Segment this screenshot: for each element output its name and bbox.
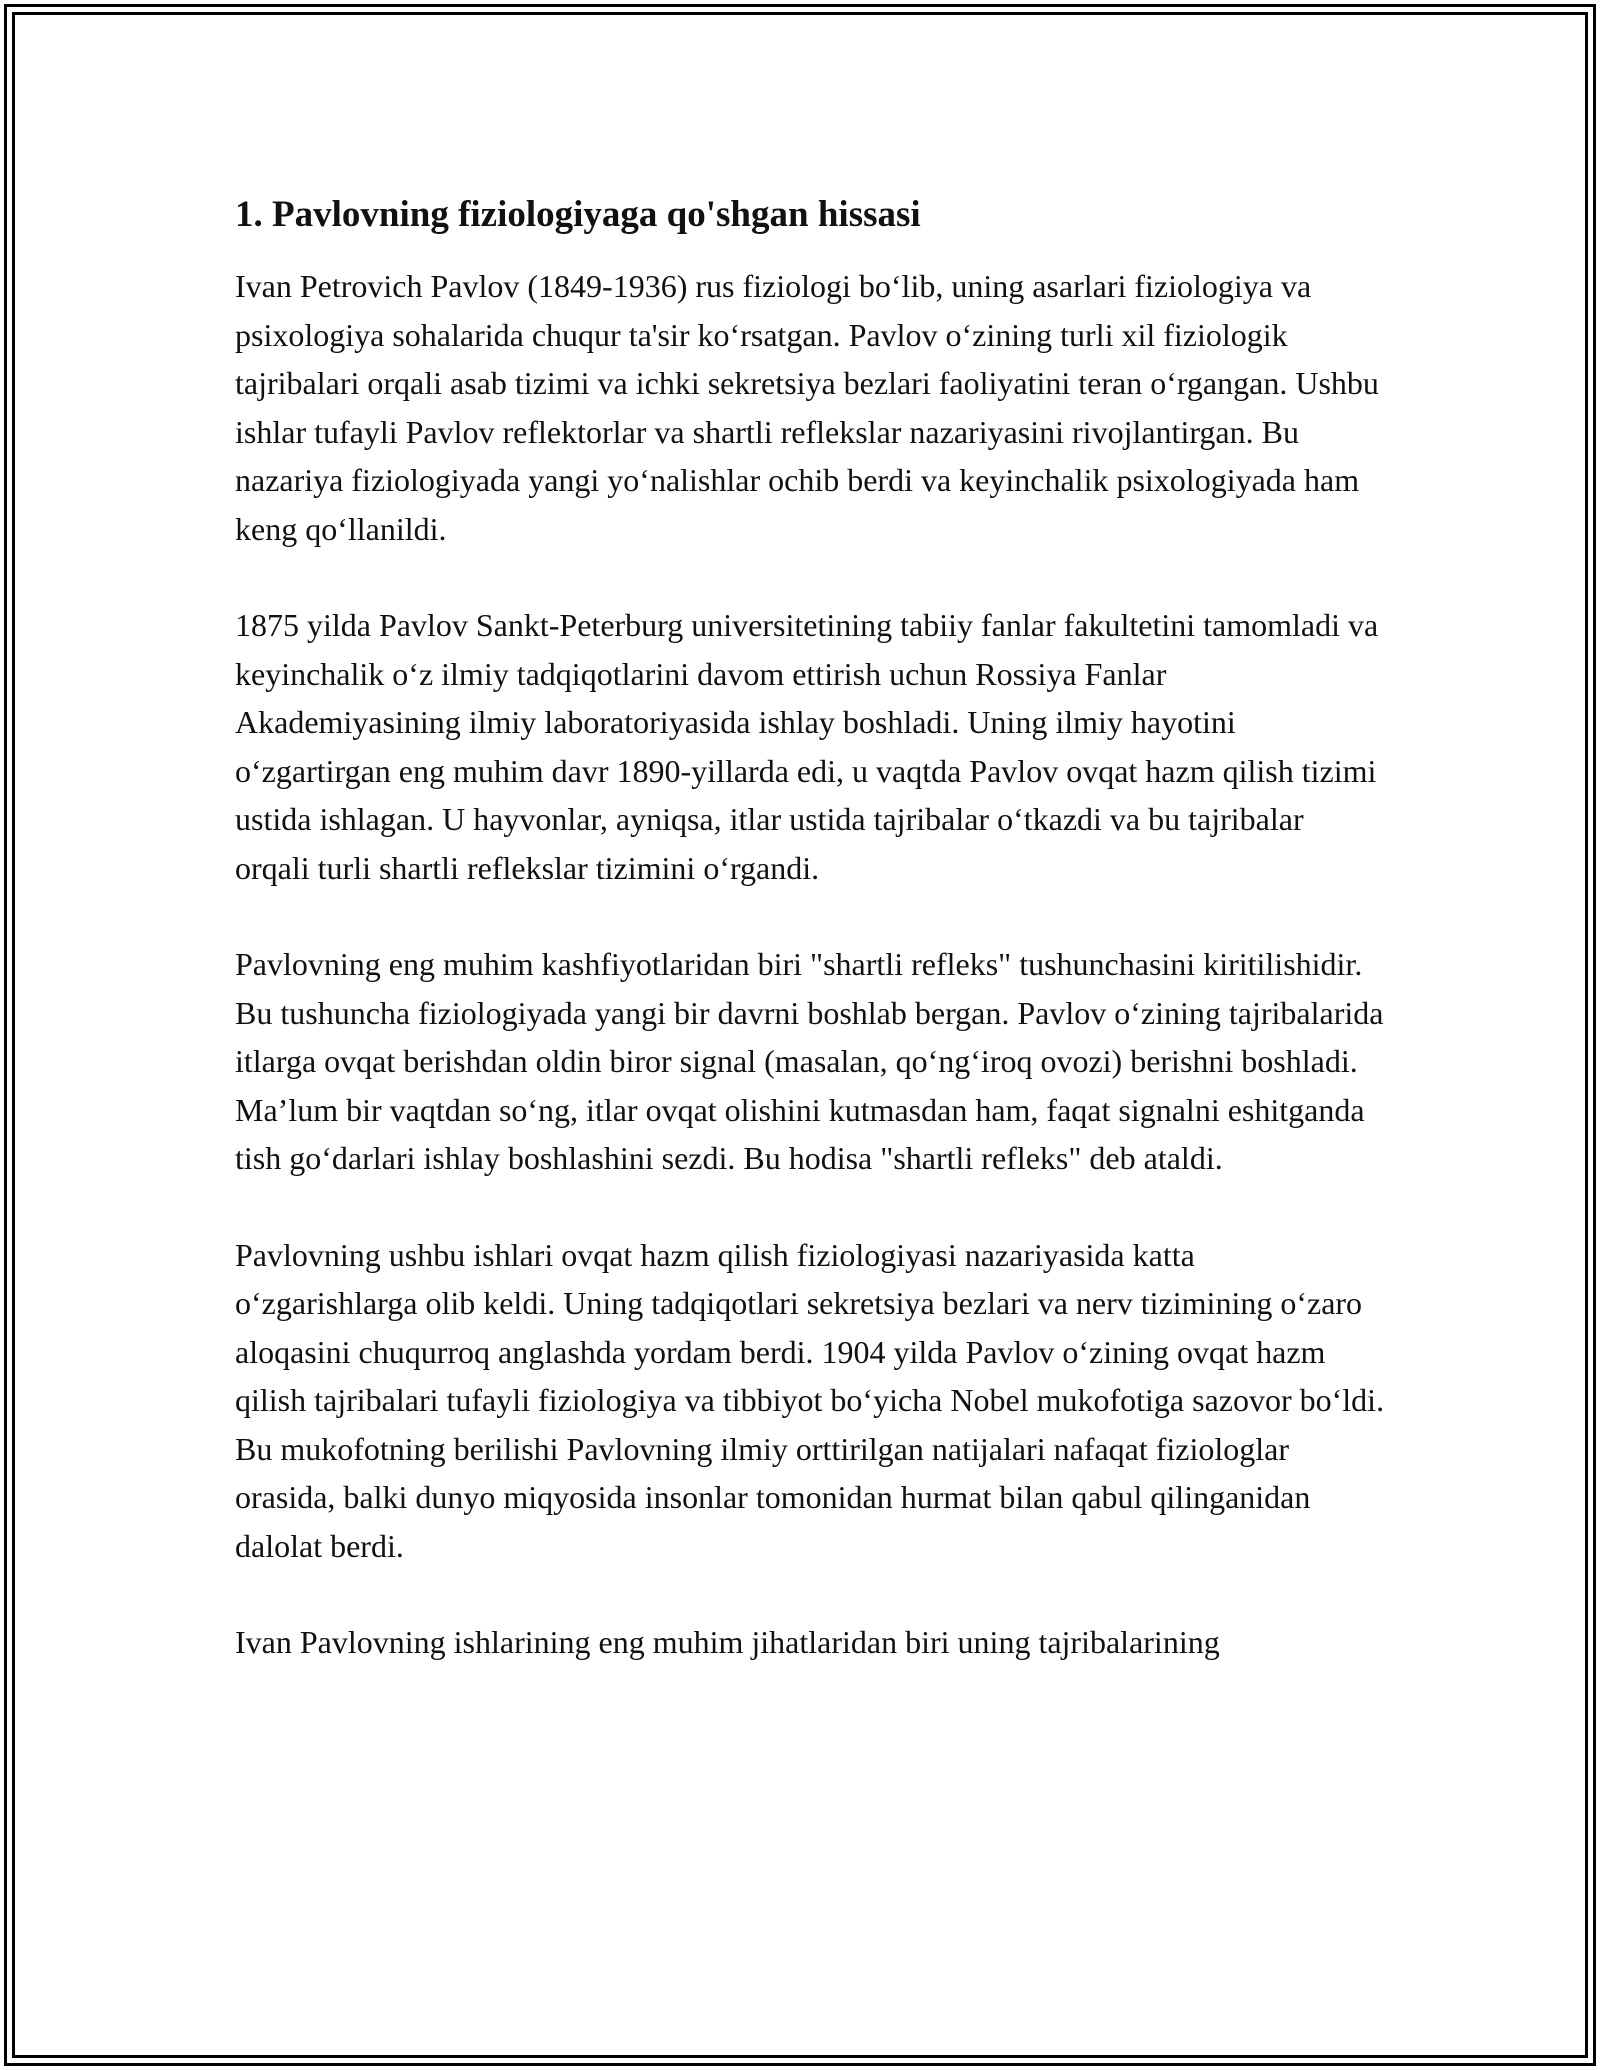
paragraph-3: Pavlovning eng muhim kashfiyotlaridan biri "shartli refleks" tushunchasini kiritilishidir. Bu tushuncha fiziologiyada yangi bir davrni boshlab bergan. Pavlov o‘zining tajribalarida itlarga ovqat berishdan oldin biror signal (masalan, qo‘ng‘iroq ovozi) berishni boshladi. Ma’lum bir vaqtdan so‘ng, itlar ovqat olishini kutmasdan ham, faqat signalni eshitganda tish go‘darlari ishlay boshlashini sezdi. Bu hodisa "shartli refleks" deb ataldi. xyxy=(235,946,1384,1176)
paragraph-1: Ivan Petrovich Pavlov (1849-1936) rus fiziologi bo‘lib, uning asarlari fiziologiya va psixologiya sohalarida chuqur ta'sir ko‘rsatgan. Pavlov o‘zining turli xil fiziologik tajribalari orqali asab tizimi va ichki sekretsiya bezlari faoliyatini teran o‘rgangan. Ushbu ishlar tufayli Pavlov reflektorlar va shartli reflekslar nazariyasini rivojlantirgan. Bu nazariya fiziologiyada yangi yo‘nalishlar ochib berdi va keyinchalik psixologiyada ham keng qo‘llanildi. xyxy=(235,268,1379,547)
paragraph-2: 1875 yilda Pavlov Sankt-Peterburg universitetining tabiiy fanlar fakultetini tamomladi va keyinchalik o‘z ilmiy tadqiqotlarini davom ettirish uchun Rossiya Fanlar Akademiyasining ilmiy laboratoriyasida ishlay boshladi. Uning ilmiy hayotini o‘zgartirgan eng muhim davr 1890-yillarda edi, u vaqtda Pavlov ovqat hazm qilish tizimi ustida ishlagan. U hayvonlar, ayniqsa, itlar ustida tajribalar o‘tkazdi va bu tajribalar orqali turli shartli reflekslar tizimini o‘rgandi. xyxy=(235,607,1379,886)
document-body xyxy=(235,186,1385,1715)
section-heading: 1. Pavlovning fiziologiyaga qo'shgan hissasi xyxy=(235,194,921,235)
paragraph-4: Pavlovning ushbu ishlari ovqat hazm qilish fiziologiyasi nazariyasida katta o‘zgarishlarga olib keldi. Uning tadqiqotlari sekretsiya bezlari va nerv tizimining o‘zaro aloqasini chuqurroq anglashda yordam berdi. 1904 yilda Pavlov o‘zining ovqat hazm qilish tajribalari tufayli fiziologiya va tibbiyot bo‘yicha Nobel mukofotiga sazovor bo‘ldi. Bu mukofotning berilishi Pavlovning ilmiy orttirilgan natijalari nafaqat fiziologlar orasida, balki dunyo miqyosida insonlar tomonidan hurmat bilan qabul qilinganidan dalolat berdi. xyxy=(235,1236,1385,1564)
paragraph-5: Ivan Pavlovning ishlarining eng muhim jihatlaridan biri uning tajribalarining xyxy=(235,1624,1220,1660)
